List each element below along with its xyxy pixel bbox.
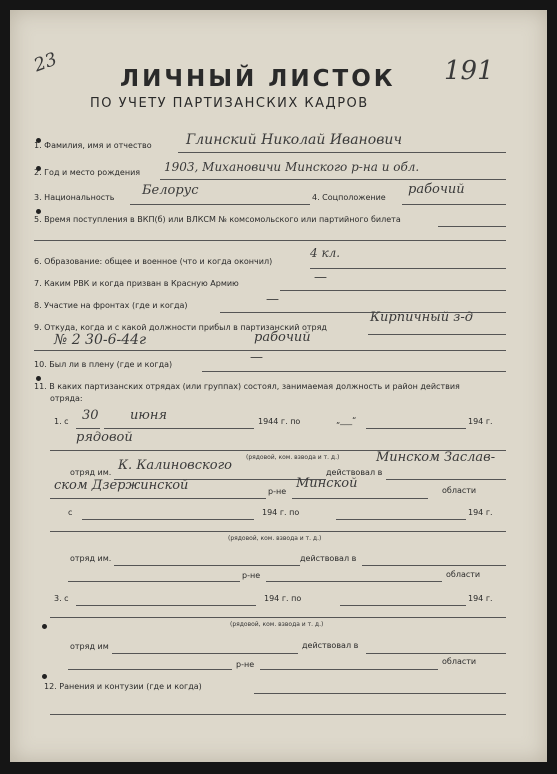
field-11-label-cont: отряда:	[50, 394, 83, 403]
field-9-value-3: рабочий	[254, 330, 311, 345]
record-number: 191	[444, 56, 494, 86]
entry-2-role-hint: (рядовой, ком. взвода и т. д.)	[228, 535, 322, 542]
field-9-value-2: № 2 30-6-44г	[54, 332, 147, 348]
entry-1-district: Минской	[296, 476, 358, 491]
field-8-label: 8. Участие на фронтах (где и когда)	[34, 301, 188, 310]
entry-2-acted-label: действовал в	[300, 554, 357, 563]
field-2-value: 1903, Михановичи Минского р-на и обл.	[164, 160, 420, 174]
entry-1-area-1: Минском Заслав-	[376, 450, 496, 465]
field-7-value: —	[314, 270, 327, 285]
field-2-label: 2. Год и место рождения	[34, 168, 141, 177]
entry-2-year-from: 194 г. по	[262, 508, 300, 517]
entry-1-unit-label: отряд им.	[70, 468, 112, 477]
entry-3-year-to: 194 г.	[468, 594, 493, 603]
punch-hole	[36, 376, 41, 381]
entry-1-unit-name: К. Калиновского	[118, 458, 233, 473]
entry-1-year-to: 194 г.	[468, 417, 493, 426]
entry-1-month: июня	[130, 408, 167, 423]
document-subtitle: ПО УЧЕТУ ПАРТИЗАНСКИХ КАДРОВ	[90, 96, 369, 111]
entry-1-role-hint: (рядовой, ком. взвода и т. д.)	[246, 454, 340, 461]
entry-3-role-hint: (рядовой, ком. взвода и т. д.)	[230, 621, 324, 628]
entry-1-acted-label: действовал в	[326, 468, 383, 477]
field-5-label: 5. Время поступления в ВКП(б) или ВЛКСМ № комсомольского или партийного билета	[34, 215, 401, 224]
field-9-label: 9. Откуда, когда и с какой должности прибыл в партизанский отряд	[34, 323, 327, 332]
field-1-value: Глинский Николай Иванович	[186, 132, 403, 148]
entry-2-district-label: р-не	[242, 571, 261, 580]
field-3-value: Белорус	[142, 183, 199, 198]
entry-1-role: рядовой	[76, 430, 133, 445]
entry-2-unit-label: отряд им.	[70, 554, 112, 563]
field-10-value: —	[250, 350, 263, 365]
field-4-value: рабочий	[408, 182, 465, 197]
entry-1-area-2: ском Дзержинской	[54, 478, 189, 493]
entry-2-region-label: области	[446, 570, 481, 579]
field-10-label: 10. Был ли в плену (где и когда)	[34, 360, 173, 369]
field-11-label: 11. В каких партизанских отрядах (или группах) состоял, занимаемая должность и район действия	[34, 382, 460, 391]
field-6-value: 4 кл.	[310, 246, 341, 260]
entry-3-district-label: р-не	[236, 660, 255, 669]
entry-1-region-label: области	[442, 486, 477, 495]
field-1-label: 1. Фамилия, имя и отчество	[34, 141, 152, 150]
field-6-label: 6. Образование: общее и военное (что и когда окончил)	[34, 257, 273, 266]
entry-3-unit-label: отряд им	[70, 642, 109, 651]
punch-hole	[42, 624, 47, 629]
punch-hole	[36, 209, 41, 214]
field-9-value-1: Кирпичный з-д	[370, 310, 473, 325]
entry-3-year-from: 194 г. по	[264, 594, 302, 603]
field-3-label: 3. Национальность	[34, 193, 115, 202]
corner-mark: 23	[31, 48, 60, 77]
entry-3-region-label: области	[442, 657, 477, 666]
entry-2-year-to: 194 г.	[468, 508, 493, 517]
entry-1-year-from: 1944 г. по	[258, 417, 301, 426]
field-4-label: 4. Соцположение	[312, 193, 386, 202]
field-7-label: 7. Каким РВК и когда призван в Красную Армию	[34, 279, 239, 288]
entry-2-prefix: с	[68, 508, 73, 517]
field-8-value: —	[266, 292, 279, 307]
document-title: ЛИЧНЫЙ ЛИСТОК	[120, 66, 396, 92]
punch-hole	[42, 674, 47, 679]
entry-3-acted-label: действовал в	[302, 641, 359, 650]
entry-1-prefix: 1. с	[54, 417, 69, 426]
document-sheet	[10, 10, 547, 762]
entry-1-district-label: р-не	[268, 487, 287, 496]
entry-3-prefix: 3. с	[54, 594, 69, 603]
field-12-label: 12. Ранения и контузии (где и когда)	[44, 682, 202, 691]
entry-1-day: 30	[82, 408, 99, 423]
entry-1-date-to: „___“	[336, 416, 357, 425]
